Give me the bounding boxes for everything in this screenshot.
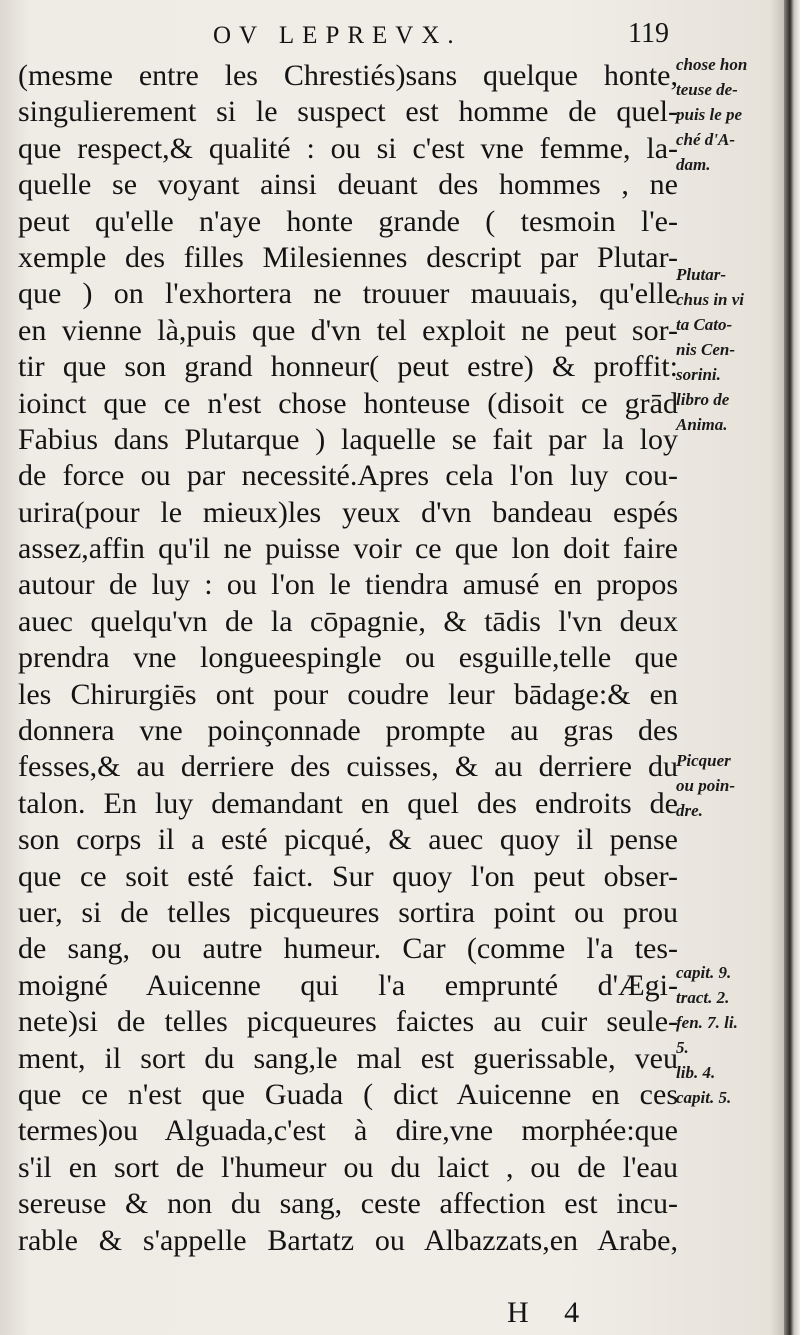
margin-note-line: dam. bbox=[676, 155, 711, 174]
margin-note-line: tract. 2. bbox=[676, 988, 730, 1007]
margin-note-line: nis Cen- bbox=[676, 340, 736, 359]
margin-note bbox=[676, 262, 791, 437]
text-line: peut qu'elle n'aye honte grande ( tesmoin l'e- bbox=[18, 204, 678, 238]
text-line: (mesme entre les Chrestiés)sans quelque honte, bbox=[18, 59, 678, 92]
text-line: de sang, ou autre humeur. Car (comme l'a tes- bbox=[18, 932, 678, 966]
text-line: tir que son grand honneur( peut estre) & proffit: bbox=[18, 350, 678, 384]
text-line: assez,affin qu'il ne puisse voir ce que lon doit faire bbox=[18, 532, 678, 566]
margin-note-line: fen. 7. li. bbox=[676, 1013, 738, 1032]
text-line: moigné Auicenne qui l'a emprunté d'Ægi- bbox=[18, 968, 678, 1002]
text-line: sereuse & non du sang, ceste affection est incu- bbox=[18, 1187, 678, 1221]
text-line: que ce soit esté faict. Sur quoy l'on peut obser- bbox=[18, 859, 678, 893]
text-line: nete)si de telles picqueures faictes au cuir seule- bbox=[18, 1005, 678, 1039]
running-head: OV LEPREVX. bbox=[213, 22, 462, 49]
text-line: xemple des filles Milesiennes descript par Plutar- bbox=[18, 240, 678, 274]
text-line: ioinct que ce n'est chose honteuse (disoit ce grād bbox=[18, 386, 678, 420]
text-line: donnera vne poinçonnade prompte au gras des bbox=[18, 714, 678, 748]
text-line: s'il en sort de l'humeur ou du laict , ou de l'eau bbox=[18, 1150, 678, 1184]
page-gutter-edge bbox=[784, 0, 800, 1335]
text-line: que ) on l'exhortera ne trouuer mauuais, qu'elle bbox=[18, 277, 678, 311]
text-line: rable & s'appelle Bartatz ou Albazzats,en Arabe, bbox=[18, 1223, 678, 1257]
text-line: urira(pour le mieux)les yeux d'vn bandeau espés bbox=[18, 495, 678, 529]
margin-note-line: capit. 5. bbox=[676, 1088, 732, 1107]
margin-note bbox=[676, 960, 791, 1110]
margin-note-line: capit. 9. bbox=[676, 963, 732, 982]
margin-note-line: 5. bbox=[676, 1038, 689, 1057]
margin-note-line: ou poin- bbox=[676, 776, 736, 795]
margin-note-line: chose hon bbox=[676, 55, 748, 74]
margin-note-line: puis le pe bbox=[676, 105, 743, 124]
text-line: uer, si de telles picqueures sortira point ou prou bbox=[18, 895, 678, 929]
margin-note-line: Plutar- bbox=[676, 265, 727, 284]
margin-note-line: ta Cato- bbox=[676, 315, 733, 334]
margin-note-line: sorini. bbox=[676, 365, 721, 384]
text-line: Fabius dans Plutarque ) laquelle se fait par la loy bbox=[18, 422, 678, 456]
text-line: son corps il a esté picqué, & auec quoy il pense bbox=[18, 823, 678, 857]
text-line: termes)ou Alguada,c'est à dire,vne morphée:que bbox=[18, 1114, 678, 1148]
text-line: que ce n'est que Guada ( dict Auicenne en ces bbox=[18, 1077, 678, 1111]
text-line: de force ou par necessité.Apres cela l'on luy cou- bbox=[18, 459, 678, 493]
text-line: que respect,& qualité : ou si c'est vne femme, la- bbox=[18, 131, 678, 165]
margin-note-line: chus in vi bbox=[676, 290, 745, 309]
margin-note-line: libro de bbox=[676, 390, 730, 409]
margin-note-line: Anima. bbox=[676, 415, 728, 434]
margin-note bbox=[676, 52, 791, 177]
text-line: autour de luy : ou l'on le tiendra amusé en propos bbox=[18, 568, 678, 602]
text-line: prendra vne longueespingle ou esguille,telle que bbox=[18, 641, 678, 675]
text-line: singulierement si le suspect est homme de quel- bbox=[18, 95, 678, 129]
margin-note-line: dre. bbox=[676, 801, 703, 820]
margin-note-line: ché d'A- bbox=[676, 130, 736, 149]
text-line: les Chirurgiēs ont pour coudre leur bādage:& en bbox=[18, 677, 678, 711]
text-line: en vienne là,puis que d'vn tel exploit ne peut sor- bbox=[18, 313, 678, 347]
signature-mark: H 4 bbox=[507, 1296, 594, 1329]
body-text bbox=[18, 58, 678, 1259]
text-line: talon. En luy demandant en quel des endroits de bbox=[18, 786, 678, 820]
margin-note-line: teuse de- bbox=[676, 80, 738, 99]
text-line: auec quelqu'vn de la cōpagnie, & tādis l'vn deux bbox=[18, 604, 678, 638]
text-line: fesses,& au derriere des cuisses, & au derriere du bbox=[18, 750, 678, 784]
page-number: 119 bbox=[628, 18, 669, 49]
text-line: quelle se voyant ainsi deuant des hommes , ne bbox=[18, 168, 678, 202]
margin-note-line: lib. 4. bbox=[676, 1063, 716, 1082]
margin-note bbox=[676, 748, 791, 823]
margin-note-line: Picquer bbox=[676, 751, 731, 770]
text-line: ment, il sort du sang,le mal est guerissable, veu bbox=[18, 1041, 678, 1075]
